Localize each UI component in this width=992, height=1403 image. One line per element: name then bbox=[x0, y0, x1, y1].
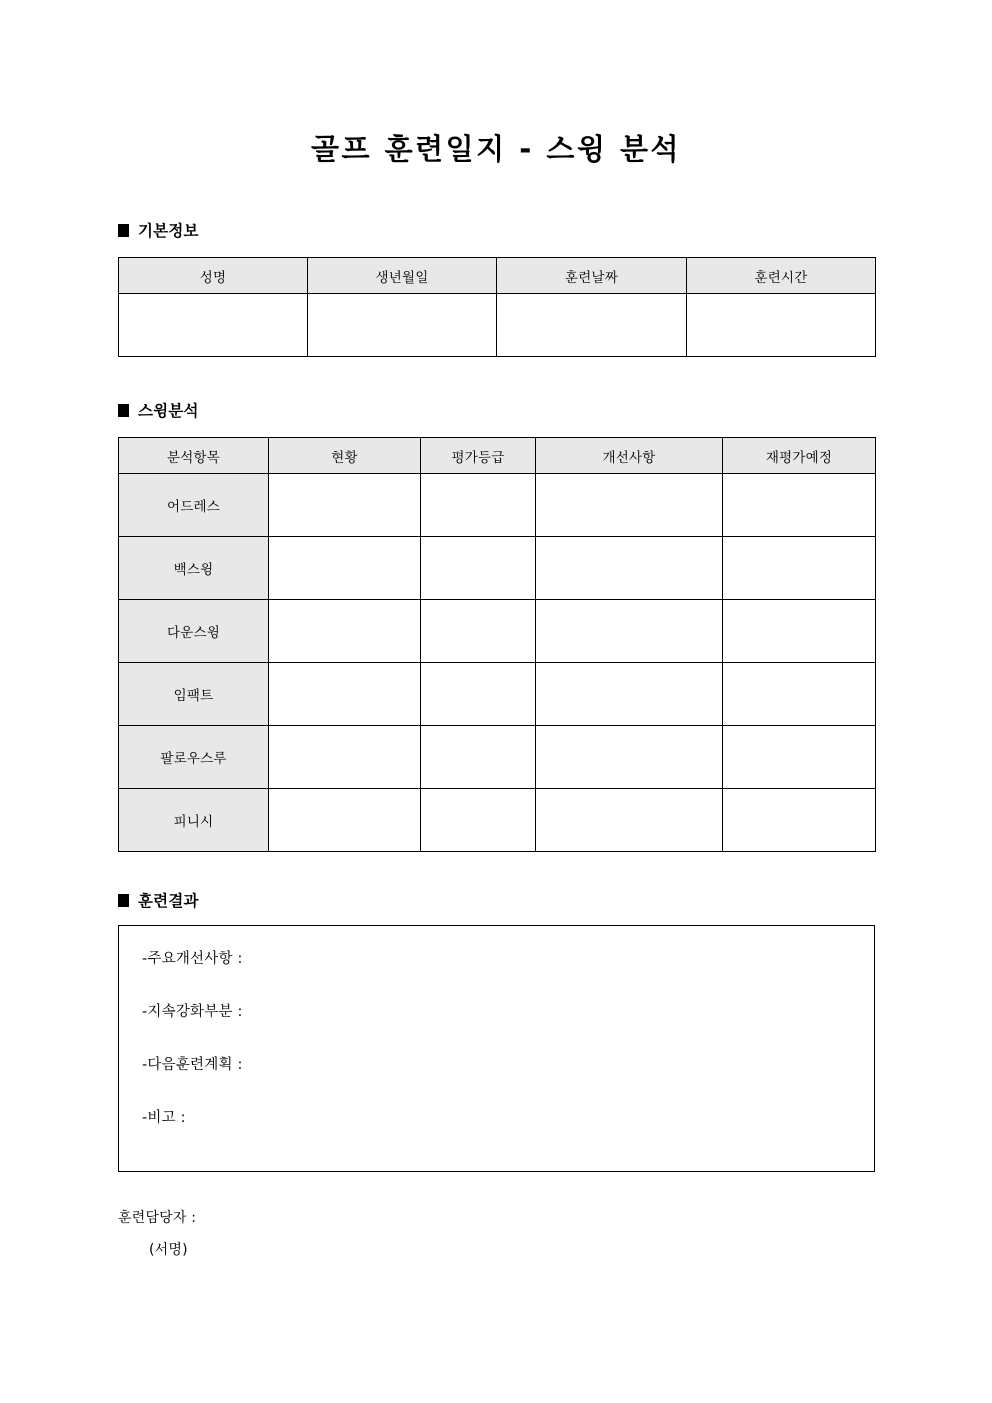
basic-info-table bbox=[118, 257, 876, 357]
black-square-marker-icon bbox=[118, 894, 129, 907]
column-header-improvement: 개선사항 bbox=[536, 438, 723, 474]
column-header-reassessment: 재평가예정 bbox=[723, 438, 876, 474]
table-row bbox=[119, 789, 876, 852]
section-heading-training-result-label: 훈련결과 bbox=[138, 892, 199, 910]
input-cell-status[interactable] bbox=[269, 789, 421, 852]
section-heading-swing-analysis-label: 스윙분석 bbox=[138, 402, 199, 420]
column-header-birthdate: 생년월일 bbox=[308, 258, 497, 294]
input-cell-grade[interactable] bbox=[421, 789, 536, 852]
table-row bbox=[119, 537, 876, 600]
result-line-continued-strengths: -지속강화부분 : bbox=[142, 1004, 243, 1020]
column-header-analysis-item: 분석항목 bbox=[119, 438, 269, 474]
row-label-impact: 임팩트 bbox=[119, 663, 269, 726]
column-header-date: 훈련날짜 bbox=[497, 258, 687, 294]
table-row bbox=[119, 663, 876, 726]
column-header-time: 훈련시간 bbox=[687, 258, 876, 294]
column-header-name: 성명 bbox=[119, 258, 308, 294]
input-cell-reassessment[interactable] bbox=[723, 726, 876, 789]
table-header-row bbox=[119, 258, 876, 294]
column-header-grade: 평가등급 bbox=[421, 438, 536, 474]
input-cell-status[interactable] bbox=[269, 474, 421, 537]
input-cell-reassessment[interactable] bbox=[723, 789, 876, 852]
input-cell-birthdate[interactable] bbox=[308, 294, 497, 357]
table-row bbox=[119, 600, 876, 663]
input-cell-status[interactable] bbox=[269, 600, 421, 663]
page-title: 골프 훈련일지 - 스윙 분석 bbox=[310, 132, 682, 166]
input-cell-reassessment[interactable] bbox=[723, 600, 876, 663]
row-label-address: 어드레스 bbox=[119, 474, 269, 537]
input-cell-improvement[interactable] bbox=[536, 789, 723, 852]
signature-note: (서명) bbox=[149, 1242, 188, 1258]
section-heading-training-result bbox=[118, 889, 199, 911]
input-cell-reassessment[interactable] bbox=[723, 474, 876, 537]
input-cell-date[interactable] bbox=[497, 294, 687, 357]
swing-analysis-table bbox=[118, 437, 876, 852]
result-line-remarks: -비고 : bbox=[142, 1110, 186, 1126]
black-square-marker-icon bbox=[118, 224, 129, 237]
table-row bbox=[119, 726, 876, 789]
section-heading-swing-analysis bbox=[118, 399, 199, 421]
input-cell-grade[interactable] bbox=[421, 663, 536, 726]
input-cell-grade[interactable] bbox=[421, 726, 536, 789]
row-label-backswing: 백스윙 bbox=[119, 537, 269, 600]
input-cell-improvement[interactable] bbox=[536, 537, 723, 600]
row-label-downswing: 다운스윙 bbox=[119, 600, 269, 663]
input-cell-status[interactable] bbox=[269, 663, 421, 726]
input-cell-improvement[interactable] bbox=[536, 726, 723, 789]
input-cell-grade[interactable] bbox=[421, 537, 536, 600]
table-row bbox=[119, 474, 876, 537]
row-label-followthrough: 팔로우스루 bbox=[119, 726, 269, 789]
input-cell-status[interactable] bbox=[269, 537, 421, 600]
signature-block bbox=[118, 1211, 196, 1257]
input-cell-improvement[interactable] bbox=[536, 600, 723, 663]
input-cell-reassessment[interactable] bbox=[723, 663, 876, 726]
result-line-next-training-plan: -다음훈련계획 : bbox=[142, 1057, 243, 1073]
section-heading-basic-info-label: 기본정보 bbox=[138, 222, 199, 240]
black-square-marker-icon bbox=[118, 404, 129, 417]
result-line-main-improvements: -주요개선사항 : bbox=[142, 951, 243, 967]
input-cell-time[interactable] bbox=[687, 294, 876, 357]
table-header-row bbox=[119, 438, 876, 474]
input-cell-status[interactable] bbox=[269, 726, 421, 789]
input-cell-name[interactable] bbox=[119, 294, 308, 357]
input-cell-reassessment[interactable] bbox=[723, 537, 876, 600]
signature-role-label: 훈련담당자 : bbox=[118, 1210, 197, 1226]
section-heading-basic-info bbox=[118, 219, 199, 241]
input-cell-improvement[interactable] bbox=[536, 663, 723, 726]
input-cell-grade[interactable] bbox=[421, 600, 536, 663]
input-cell-grade[interactable] bbox=[421, 474, 536, 537]
table-row bbox=[119, 294, 876, 357]
input-cell-improvement[interactable] bbox=[536, 474, 723, 537]
row-label-finish: 피니시 bbox=[119, 789, 269, 852]
column-header-status: 현황 bbox=[269, 438, 421, 474]
training-result-box[interactable] bbox=[118, 925, 875, 1172]
